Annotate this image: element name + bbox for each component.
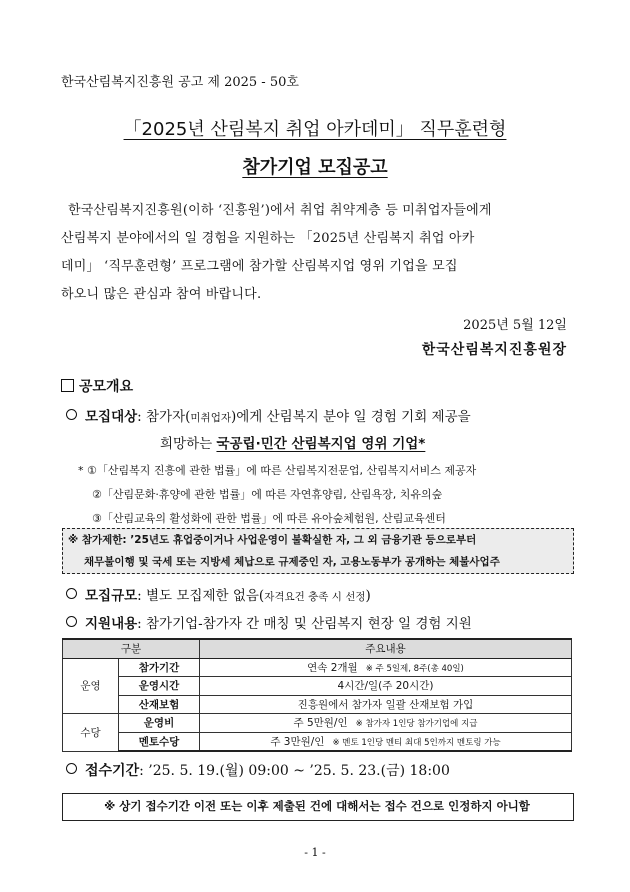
section-title [61,376,133,396]
content-text: 진흥원에서 참가자 일괄 산재보험 가입 [297,698,474,711]
table-row [63,695,572,714]
table-content-cell [200,695,572,714]
table-header-content: 주요내용 [200,639,572,658]
recruit-target-continuation [160,432,425,452]
circle-bullet-icon [66,616,77,627]
circle-bullet-icon [66,763,77,774]
support-content-item [66,612,472,632]
recruit-target-item [66,405,471,425]
support-content-text: : 참가기업-참가자 간 매칭 및 산림복지 현장 일 경험 지원 [137,616,472,632]
law-reference: ②「산림문화·휴양에 관한 법률」에 따른 자연휴양림, 산림욕장, 치유의숲 [92,488,443,501]
content-note: ※ 주 5일제, 8주(총 40일) [365,663,464,674]
content-text: 연속 2개월 [307,661,358,674]
intro-paragraph-line: 산림복지 분야에서의 일 경험을 지원하는 「2025년 산림복지 취업 아카 [61,231,475,246]
intro-paragraph-line: 한국산림복지진흥원(이하 ‘진흥원’)에서 취업 취약계층 등 미취업자들에게 [68,203,492,218]
content-text: 주 5만원/인 [293,717,348,730]
circle-bullet-icon [66,409,77,420]
recruit-scale-text-end: ) [365,588,371,604]
table-row [63,658,572,677]
application-period-label: 접수기간 [85,763,140,779]
content-note: ※ 멘토 1인당 멘티 최대 5인까지 멘토링 가능 [332,737,501,748]
recruit-target-small: 미취업자 [190,412,231,424]
circle-bullet-icon [66,588,77,599]
document-subtitle-text: 참가기업 모집공고 [242,157,388,178]
recruit-target-text: : 참가자( [137,409,191,425]
table-item-cell: 운영비 [119,714,200,733]
table-header-category: 구분 [63,639,200,658]
page-number: - 1 - [304,846,326,859]
table-row [63,732,572,751]
table-content-cell [200,732,572,751]
content-text: 주 3만원/인 [270,735,325,748]
section-title-text: 공모개요 [79,379,134,395]
restriction-text: ※ 참가제한: ’25년도 휴업중이거나 사업운영이 불확실한 자, 그 외 금융기관 등으로부터 [68,534,477,546]
recruit-scale-text: : 별도 모집제한 없음( [137,588,265,604]
content-text: 4시간/일(주 20시간) [337,680,434,693]
announcement-date: 2025년 5월 12일 [463,318,567,333]
content-note: ※ 참가자 1인당 참가기업에 지급 [355,719,478,730]
table-group-cell: 운영 [63,658,119,714]
document-title-line1 [0,115,630,141]
restriction-text: 채무불이행 및 국세 또는 지방세 체납으로 규제중인 자, 고용노동부가 공개하는 체불사업주 [84,556,500,568]
table-group-cell: 수당 [63,714,119,752]
law-reference: * ①「산림복지 진흥에 관한 법률」에 따른 산림복지전문업, 산림복지서비스 제공자 [78,464,477,477]
support-content-label: 지원내용 [85,616,138,632]
document-title-text: 「2025년 산림복지 취업 아카데미」 직무훈련형 [123,119,507,140]
recruit-target-text-end: )에게 산림복지 분야 일 경험 기회 제공을 [230,409,471,425]
intro-paragraph-line: 데미」 ‘직무훈련형’ 프로그램에 참가할 산림복지업 영위 기업을 모집 [61,259,458,274]
recruit-target-cont-text: 희망하는 [160,436,217,452]
notice-number: 한국산림복지진흥원 공고 제 2025 - 50호 [61,75,299,90]
intro-paragraph-line: 하오니 많은 관심과 참여 바랍니다. [61,287,262,302]
table-content-cell [200,714,572,733]
issuer-name: 한국산림복지진흥원장 [421,342,567,358]
table-content-cell [200,677,572,696]
table-row [63,714,572,733]
recruit-target-highlight: 국공립·민간 산림복지업 영위 기업* [216,436,426,452]
checkbox-square-icon [61,379,74,392]
recruit-scale-small: 자격요건 충족 시 선정 [264,591,366,603]
application-period-text: : ’25. 5. 19.(월) 09:00 ~ ’25. 5. 23.(금) 18:00 [139,763,450,779]
table-item-cell: 멘토수당 [119,732,200,751]
closing-note-text: ※ 상기 접수기간 이전 또는 이후 제출된 건에 대해서는 접수 건으로 인정하지 아니함 [104,799,530,813]
application-period-item [66,760,450,780]
table-header-row [63,639,572,658]
law-reference: ③「산림교육의 활성화에 관한 법률」에 따른 유아숲체험원, 산림교육센터 [92,512,446,525]
document-title-line2 [0,153,630,179]
table-content-cell [200,658,572,677]
recruit-target-label: 모집대상 [85,409,138,425]
table-item-cell: 참가기간 [119,658,200,677]
recruit-scale-label: 모집규모 [85,588,138,604]
table-item-cell: 산재보험 [119,695,200,714]
recruit-scale-item [66,584,371,604]
table-row [63,677,572,696]
support-details-table [62,638,572,752]
table-item-cell: 운영시간 [119,677,200,696]
